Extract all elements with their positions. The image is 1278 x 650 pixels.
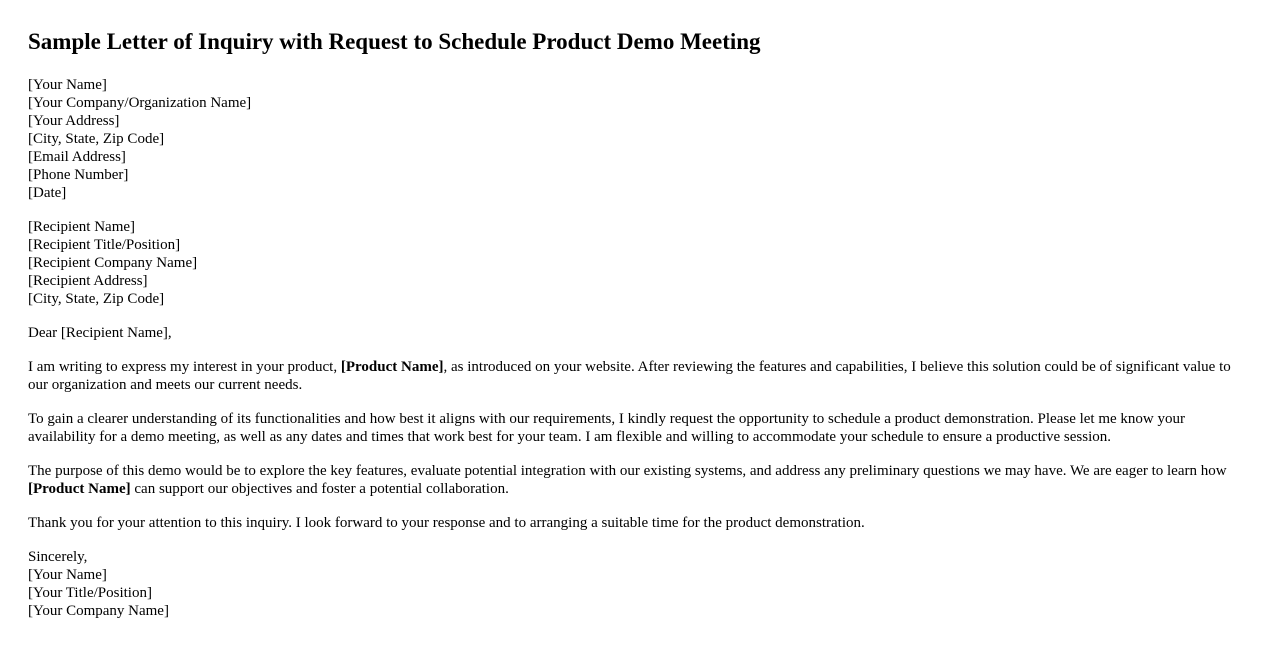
sender-city-state-zip: [City, State, Zip Code] (28, 131, 165, 147)
salutation: Dear [Recipient Name], (28, 325, 172, 341)
signature-company: [Your Company Name] (28, 603, 169, 619)
closing-block (28, 548, 1250, 620)
product-name-placeholder: [Product Name] (28, 481, 131, 497)
sender-company: [Your Company/Organization Name] (28, 95, 252, 111)
paragraph-3-text-end: can support our objectives and foster a potential collaboration. (130, 481, 509, 497)
sender-address: [Your Address] (28, 113, 120, 129)
sender-address-block (28, 76, 1250, 202)
recipient-address: [Recipient Address] (28, 273, 148, 289)
recipient-city-state-zip: [City, State, Zip Code] (28, 291, 165, 307)
letter-date: [Date] (28, 185, 67, 201)
sender-email: [Email Address] (28, 149, 126, 165)
product-name-placeholder: [Product Name] (340, 359, 444, 375)
body-paragraph-3 (28, 462, 1250, 498)
closing-phrase: Sincerely, (28, 549, 88, 565)
body-paragraph-4: Thank you for your attention to this inquiry. I look forward to your response and to arranging a suitable time for the product demonstration. (28, 515, 865, 531)
body-paragraph-2: To gain a clearer understanding of its functionalities and how best it aligns with our requirements, I kindly request the opportunity to schedule a product demonstration. Please let me know your availability for a demo meeting, as well as any dates and times that work best for your team. I am flexible and willing to accommodate your schedule to ensure a productive session. (28, 411, 1186, 445)
recipient-address-block (28, 218, 1250, 308)
body-paragraph-1 (28, 358, 1250, 394)
letter-page (28, 0, 1250, 620)
signature-name: [Your Name] (28, 567, 107, 583)
recipient-name: [Recipient Name] (28, 219, 136, 235)
sender-name: [Your Name] (28, 77, 107, 93)
sender-phone: [Phone Number] (28, 167, 129, 183)
recipient-company: [Recipient Company Name] (28, 255, 198, 271)
paragraph-3-text-start: The purpose of this demo would be to explore the key features, evaluate potential integration with our existing systems, and address any preliminary questions we may have. We are eager to learn how (28, 463, 1227, 479)
paragraph-1-text-start: I am writing to express my interest in your product, (28, 359, 341, 375)
recipient-title: [Recipient Title/Position] (28, 237, 181, 253)
page-title: Sample Letter of Inquiry with Request to Schedule Product Demo Meeting (28, 29, 761, 54)
signature-title: [Your Title/Position] (28, 585, 152, 601)
paragraph-1-text-end: , as introduced on your website. After reviewing the features and capabilities, I believe this solution could be of significant value to our organization and meets our current needs. (28, 359, 1231, 393)
